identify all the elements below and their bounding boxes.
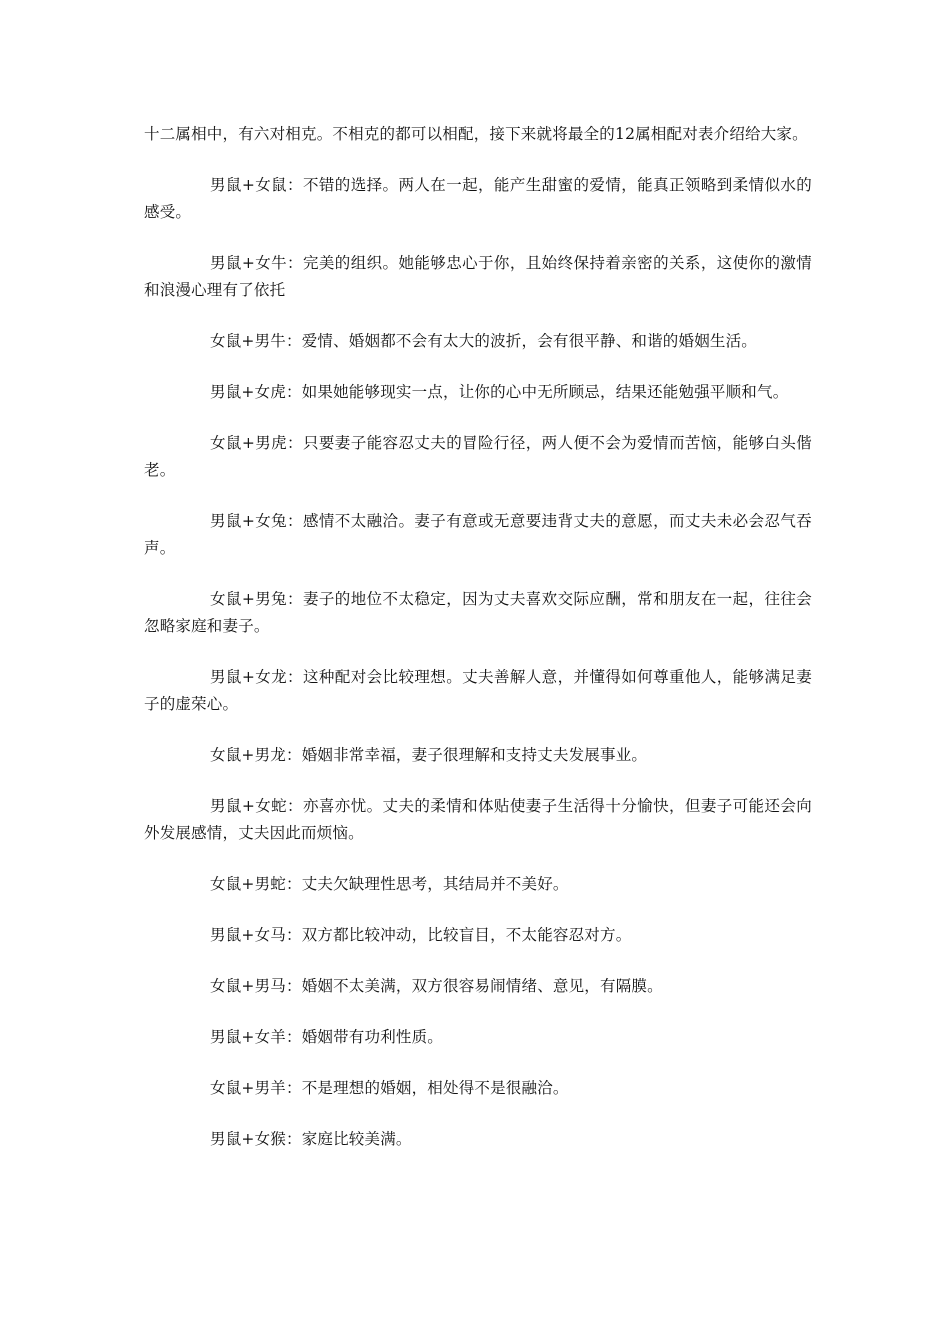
pairing-paragraph: 男鼠+女牛：完美的组织。她能够忠心于你，且始终保持着亲密的关系，这使你的激情和浪漫心理有了依托	[144, 254, 812, 299]
pairing-paragraph: 女鼠+男龙：婚姻非常幸福，妻子很理解和支持丈夫发展事业。	[210, 746, 648, 764]
pairing-paragraph: 女鼠+男马：婚姻不太美满，双方很容易闹情绪、意见，有隔膜。	[210, 977, 663, 995]
pairing-paragraph: 女鼠+男羊：不是理想的婚姻，相处得不是很融洽。	[210, 1079, 569, 1097]
pairing-paragraph: 男鼠+女马：双方都比较冲动，比较盲目，不太能容忍对方。	[210, 926, 632, 944]
pairing-paragraph: 男鼠+女蛇：亦喜亦忧。丈夫的柔情和体贴使妻子生活得十分愉快，但妻子可能还会向外发展感情，丈夫因此而烦恼。	[144, 797, 812, 842]
pairing-paragraph: 女鼠+男蛇：丈夫欠缺理性思考，其结局并不美好。	[210, 875, 569, 893]
pairing-paragraph: 男鼠+女虎：如果她能够现实一点，让你的心中无所顾忌，结果还能勉强平顺和气。	[210, 383, 789, 401]
pairing-paragraph: 男鼠+女龙：这种配对会比较理想。丈夫善解人意，并懂得如何尊重他人，能够满足妻子的虚荣心。	[144, 668, 812, 713]
pairing-paragraph: 男鼠+女猴：家庭比较美满。	[210, 1130, 412, 1148]
intro-paragraph: 十二属相中，有六对相克。不相克的都可以相配，接下来就将最全的12属相配对表介绍给大家。	[144, 125, 808, 143]
pairing-paragraph: 男鼠+女兔：感情不太融洽。妻子有意或无意要违背丈夫的意愿，而丈夫未必会忍气吞声。	[144, 512, 812, 557]
pairing-paragraph: 女鼠+男虎：只要妻子能容忍丈夫的冒险行径，两人便不会为爱情而苦恼，能够白头偕老。	[144, 434, 812, 479]
document-body	[144, 121, 812, 1177]
pairing-paragraph: 女鼠+男牛：爱情、婚姻都不会有太大的波折，会有很平静、和谐的婚姻生活。	[210, 332, 757, 350]
pairing-paragraph: 男鼠+女鼠：不错的选择。两人在一起，能产生甜蜜的爱情，能真正领略到柔情似水的感受。	[144, 176, 812, 221]
pairing-paragraph: 女鼠+男兔：妻子的地位不太稳定，因为丈夫喜欢交际应酬，常和朋友在一起，往往会忽略家庭和妻子。	[144, 590, 812, 635]
pairing-paragraph: 男鼠+女羊：婚姻带有功利性质。	[210, 1028, 443, 1046]
